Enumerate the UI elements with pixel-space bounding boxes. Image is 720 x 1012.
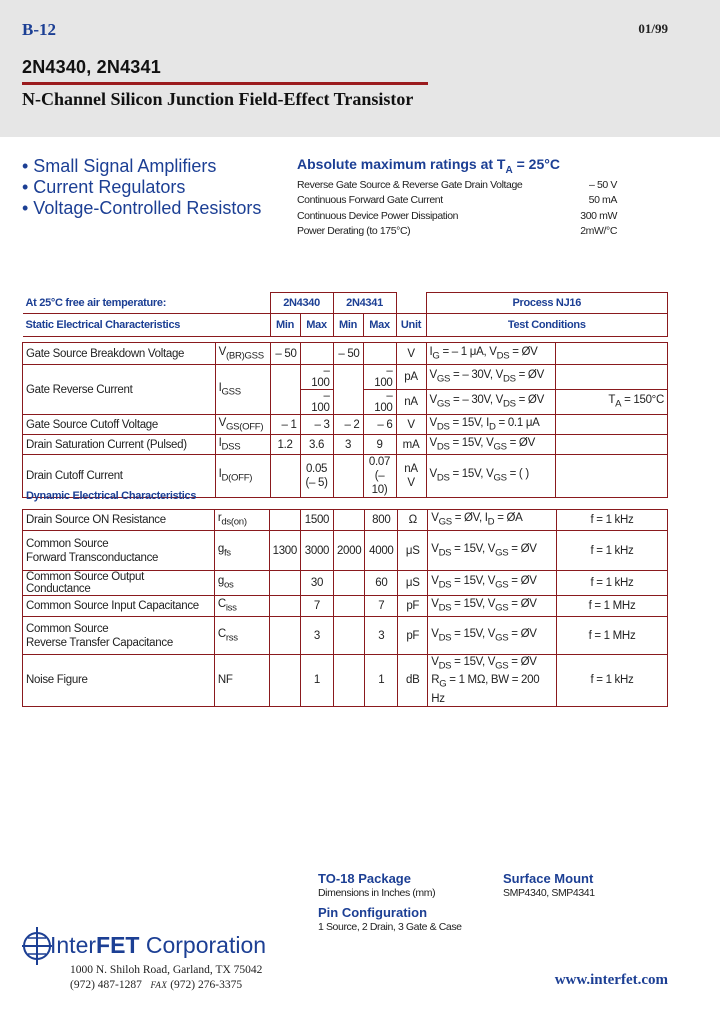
page-title: N-Channel Silicon Junction Field-Effect Transistor	[22, 89, 414, 109]
static-section-label: Static Electrical Characteristics	[23, 314, 271, 337]
feature-item: • Voltage-Controlled Resistors	[22, 198, 262, 218]
feature-item: • Small Signal Amplifiers	[22, 156, 217, 176]
to18-dimensions: Dimensions in Inches (mm)	[318, 887, 436, 899]
surface-mount-block	[503, 871, 595, 900]
header-max: Max	[300, 314, 333, 337]
table-row: – 100 – 100 nA $V_{GS}$ = – 30V, $V_{DS}$ = ØV $T_A = 150^\circ C$	[23, 390, 668, 415]
revision-date: 01/99	[638, 21, 668, 36]
header-min: Min	[270, 314, 300, 337]
col-process: Process NJ16	[426, 293, 668, 314]
table-row: Drain Cutoff Current $I_{D(OFF)}$ 0.05 (– 5) 0.07 (– 10) nA V $V_{DS} = 15V$, $V_{GS}$ = ( )	[23, 455, 668, 498]
col-2n4340: 2N4340	[270, 293, 333, 314]
col-2n4341: 2N4341	[333, 293, 396, 314]
pin-config-block	[318, 905, 462, 934]
rating-row: Power Derating (to 175°C) 2mW/°C	[297, 225, 617, 238]
interfet-logo-icon	[20, 925, 54, 967]
rating-row: Reverse Gate Source & Reverse Gate Drain Voltage – 50 V	[297, 178, 617, 191]
website-link[interactable]: www.interfet.com	[554, 972, 668, 988]
dynamic-characteristics-table	[22, 509, 668, 707]
to18-package-block	[318, 871, 435, 900]
header-min: Min	[333, 314, 363, 337]
part-numbers: 2N4340, 2N4341	[22, 57, 161, 77]
static-characteristics-table	[22, 292, 668, 498]
feature-item: • Current Regulators	[22, 177, 186, 197]
title-divider	[22, 82, 428, 85]
header-max: Max	[363, 314, 396, 337]
table-row: Gate Reverse Current $I_{GSS}$ – 100 – 100 pA $V_{GS}$ = – 30V, $V_{DS}$ = ØV	[23, 365, 668, 390]
free-air-label: At 25°C free air temperature:	[23, 293, 271, 314]
header-test-conditions: Test Conditions	[426, 314, 668, 337]
table-row: Common Source Reverse Transfer Capacitance $C_{rss}$ 3 3 pF $V_{DS} = 15V$, $V_{GS}$ = ØV f = 1 MHz	[23, 617, 668, 655]
absolute-max-ratings	[297, 156, 617, 240]
header-unit: Unit	[396, 314, 426, 337]
company-name: InterFET Corporation	[50, 932, 267, 958]
surface-mount-parts: SMP4340, SMP4341	[503, 887, 595, 899]
to18-title: TO-18 Package	[318, 871, 411, 886]
rating-row: Continuous Device Power Dissipation 300 mW	[297, 209, 617, 222]
company-address: 1000 N. Shiloh Road, Garland, TX 75042 (972) 487-1287 FAX (972) 276-3375	[70, 964, 263, 991]
table-row: Common Source Input Capacitance $C_{iss}$ 7 7 pF $V_{DS} = 15V$, $V_{GS}$ = ØV f = 1 MHz	[23, 596, 668, 617]
dynamic-section-label: Dynamic Electrical Characteristics	[26, 490, 197, 502]
pin-config-text: 1 Source, 2 Drain, 3 Gate & Case	[318, 921, 462, 933]
surface-mount-title: Surface Mount	[503, 871, 594, 886]
feature-list	[22, 156, 261, 219]
table-row: Noise Figure NF 1 1 dB $V_{DS} = 15V$, $V_{GS}$ = ØV $R_G = 1$ MΩ, BW = 200 Hz f = 1 kHz	[23, 655, 668, 707]
table-row: Gate Source Cutoff Voltage $V_{GS(OFF)}$ – 1 – 3 – 2 – 6 V $V_{DS} = 15V$, $I_D = 0.1$ μA	[23, 415, 668, 435]
absolute-max-title: Absolute maximum ratings at $T_A = 25^\circ C$	[297, 156, 560, 176]
table-row: Gate Source Breakdown Voltage $V_{(BR)GSS}$ – 50 – 50 V $I_G$ = – 1 μA, $V_{DS}$ = ØV	[23, 343, 668, 365]
table-row: Common Source Output Conductance $g_{os}$ 30 60 μS $V_{DS} = 15V$, $V_{GS}$ = ØV f = 1 kHz	[23, 571, 668, 596]
page-id: B-12	[22, 20, 56, 39]
rating-row: Continuous Forward Gate Current 50 mA	[297, 194, 617, 207]
table-row: Drain Source ON Resistance $r_{ds(on)}$ 1500 800 Ω $V_{GS}$ = ØV, $I_D$ = ØA f = 1 kHz	[23, 510, 668, 531]
table-row: Drain Saturation Current (Pulsed) $I_{DSS}$ 1.2 3.6 3 9 mA $V_{DS} = 15V$, $V_{GS}$ = ØV	[23, 435, 668, 455]
pin-config-title: Pin Configuration	[318, 905, 428, 920]
table-row: Common Source Forward Transconductance $g_{fs}$ 1300 3000 2000 4000 μS $V_{DS} = 15V$, $V_{GS}$ = ØV f = 1 kHz	[23, 531, 668, 571]
